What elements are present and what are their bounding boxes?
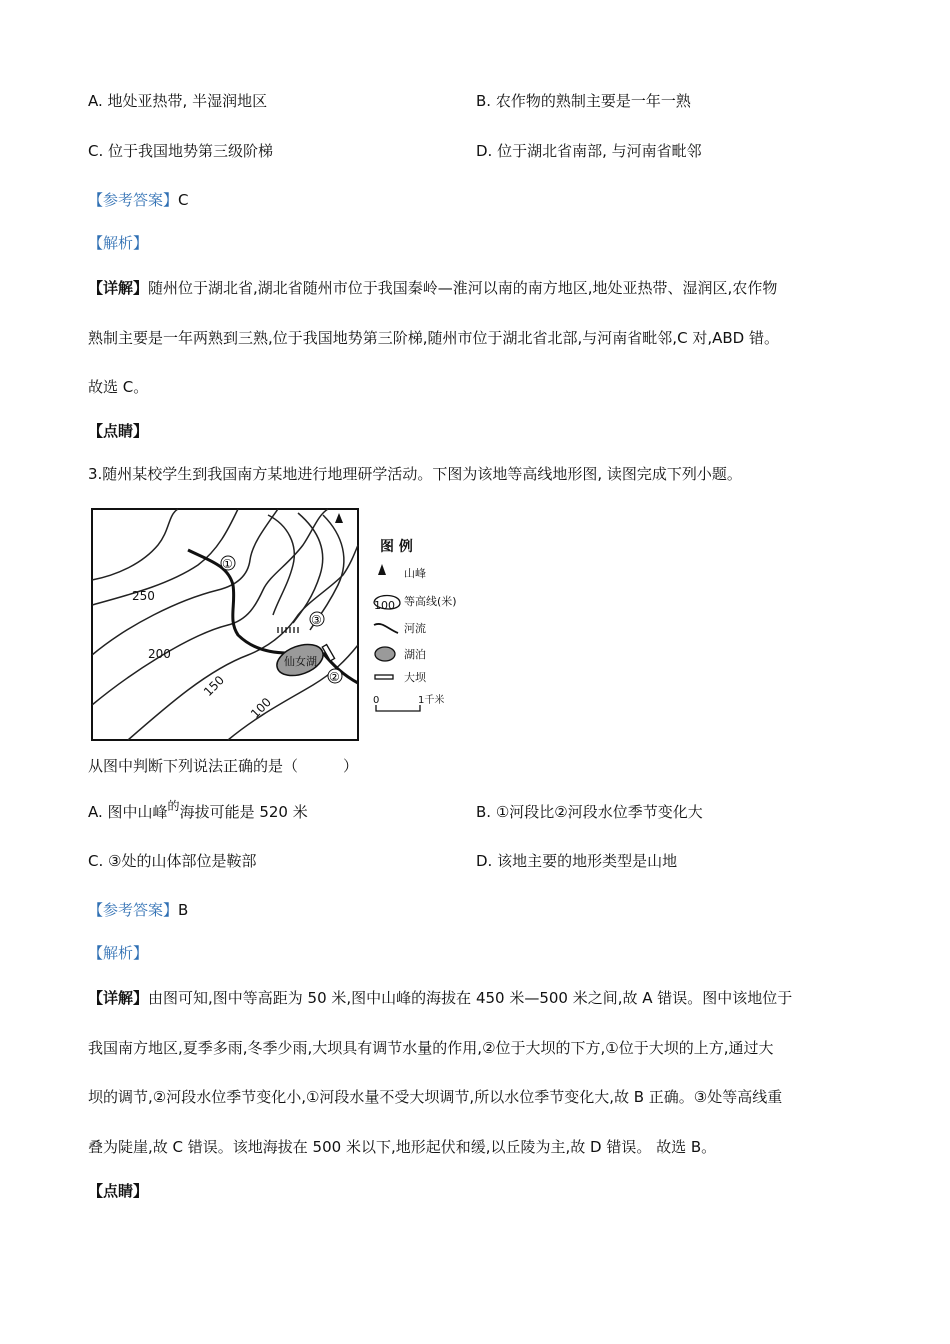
q3-option-a	[88, 801, 308, 822]
q2-comment-label: 【点睛】	[88, 422, 149, 440]
marker-1: ①	[222, 557, 233, 571]
legend-river-label: 河流	[404, 622, 426, 635]
contour-label-200: 200	[148, 647, 171, 661]
option-a-pre: A. 图中山峰	[88, 803, 168, 821]
contour-line	[293, 513, 323, 623]
q3-comment-label: 【点睛】	[88, 1182, 149, 1200]
legend-contour-value: 100	[374, 599, 395, 612]
contour-line	[128, 545, 358, 740]
option-a-post: 海拔可能是 520 米	[179, 803, 308, 821]
contour-map	[88, 505, 468, 745]
q3-question: 从图中判断下列说法正确的是（ ）	[88, 757, 359, 775]
detail-label: 【详解】	[88, 989, 149, 1007]
legend-peak-icon	[378, 564, 386, 575]
legend-lake-icon	[375, 647, 395, 661]
answer-label: 【参考答案】	[88, 901, 179, 919]
detail-text: 随州位于湖北省,湖北省随州市位于我国秦岭—淮河以南的南方地区,地处亚热带、湿润区,农作物	[148, 279, 778, 297]
peak-icon	[335, 513, 343, 523]
answer-label: 【参考答案】	[88, 191, 179, 209]
answer-value: C	[178, 191, 189, 209]
scale-bar	[376, 705, 420, 711]
q2-analysis-label: 【解析】	[88, 234, 149, 252]
legend-river-icon	[374, 624, 398, 633]
detail-label: 【详解】	[88, 279, 149, 297]
q3-option-d: D. 该地主要的地形类型是山地	[476, 852, 678, 870]
q2-detail-line-1	[88, 277, 777, 298]
contour-line	[92, 509, 178, 580]
legend-dam-label: 大坝	[404, 671, 426, 684]
legend-peak-label: 山峰	[404, 567, 426, 580]
contour-line	[268, 515, 294, 615]
legend-dam-icon	[375, 675, 393, 679]
q3-detail-line-3: 坝的调节,②河段水位季节变化小,①河段水量不受大坝调节,所以水位季节变化大,故 B 正确。③处等高线重	[88, 1088, 783, 1106]
q3-analysis-label: 【解析】	[88, 944, 149, 962]
q2-option-b: B. 农作物的熟制主要是一年一熟	[476, 92, 691, 110]
lake-label: 仙女湖	[284, 655, 317, 668]
q3-detail-line-1	[88, 987, 792, 1008]
legend-lake-label: 湖泊	[404, 648, 426, 661]
river	[188, 550, 288, 653]
q2-answer	[88, 189, 189, 210]
q2-option-a: A. 地处亚热带, 半湿润地区	[88, 92, 268, 110]
q3-answer	[88, 899, 188, 920]
q3-detail-line-2: 我国南方地区,夏季多雨,冬季少雨,大坝具有调节水量的作用,②位于大坝的下方,①位于大坝的上方,通过大	[88, 1039, 774, 1057]
contour-label-250: 250	[132, 589, 155, 603]
legend-contour-label: 等高线(米)	[404, 595, 457, 608]
q2-option-c: C. 位于我国地势第三级阶梯	[88, 142, 274, 160]
q2-detail-line-2: 熟制主要是一年两熟到三熟,位于我国地势第三阶梯,随州市位于湖北省北部,与河南省毗邻,C 对,ABD 错。	[88, 329, 779, 347]
detail-text: 由图可知,图中等高距为 50 米,图中山峰的海拔在 450 米—500 米之间,故 A 错误。图中该地位于	[148, 989, 793, 1007]
q3-detail-line-4: 叠为陡崖,故 C 错误。该地海拔在 500 米以下,地形起伏和缓,以丘陵为主,故 D 错误。 故选 B。	[88, 1138, 717, 1156]
scale-zero: 0	[373, 695, 380, 706]
q3-stem: 3.随州某校学生到我国南方某地进行地理研学活动。下图为该地等高线地形图, 读图完成下列小题。	[88, 465, 742, 483]
marker-2: ②	[329, 670, 340, 684]
q2-option-d: D. 位于湖北省南部, 与河南省毗邻	[476, 142, 702, 160]
answer-value: B	[178, 901, 189, 919]
contour-line	[92, 509, 278, 655]
q3-option-c: C. ③处的山体部位是鞍部	[88, 852, 257, 870]
q3-option-b: B. ①河段比②河段水位季节变化大	[476, 803, 703, 821]
q2-detail-line-3: 故选 C。	[88, 378, 149, 396]
scale-unit: 1千米	[418, 695, 445, 706]
option-a-sup: 的	[167, 799, 180, 813]
legend-title: 图 例	[380, 539, 413, 555]
contour-label-150: 150	[200, 672, 228, 700]
marker-3: ③	[311, 613, 322, 627]
contour-label-100: 100	[247, 694, 275, 722]
